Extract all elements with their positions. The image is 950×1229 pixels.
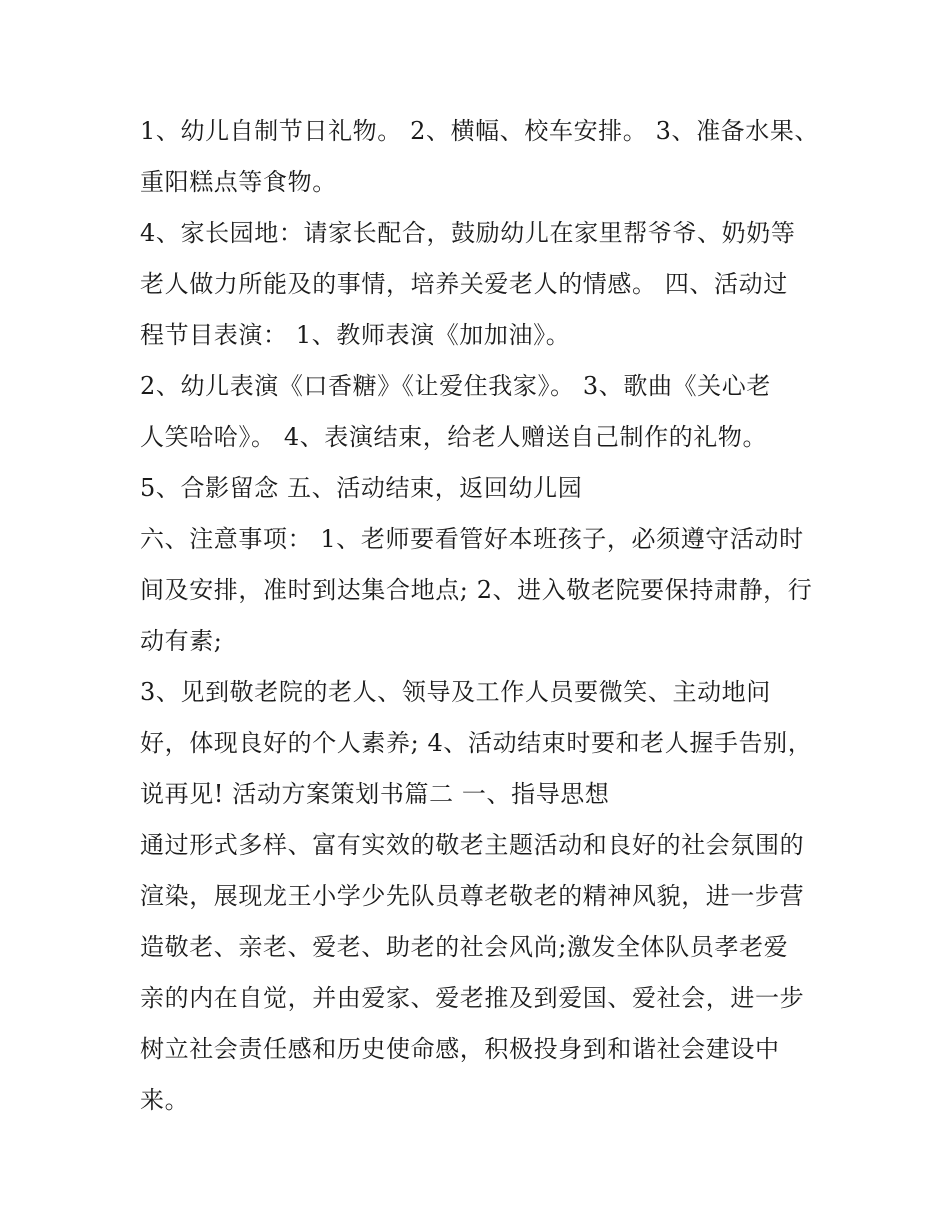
text-line: 渲染，展现龙王小学少先队员尊老敬老的精神风貌，进一步营 [140,882,805,910]
document-body [140,106,830,1126]
text-line: 树立社会责任感和历史使命感，积极投身到和谐社会建设中 [140,1035,780,1063]
text-line: 老人做力所能及的事情，培养关爱老人的情感。 四、活动过 [140,270,788,298]
text-line: 3、见到敬老院的老人、领导及工作人员要微笑、主动地问 [140,678,771,706]
text-line: 间及安排，准时到达集合地点; 2、进入敬老院要保持肃静，行 [140,576,813,604]
text-line: 六、注意事项： 1、老师要看管好本班孩子，必须遵守活动时 [140,525,804,553]
text-line: 说再见! 活动方案策划书篇二 一、指导思想 [140,780,610,808]
text-line: 程节目表演： 1、教师表演《加加油》。 [140,321,571,349]
text-line: 重阳糕点等食物。 [140,168,337,196]
text-line: 1、幼儿自制节日礼物。 2、横幅、校车安排。 3、准备水果、 [140,117,820,145]
text-line: 人笑哈哈》。 4、表演结束，给老人赠送自己制作的礼物。 [140,423,768,451]
text-line: 通过形式多样、富有实效的敬老主题活动和良好的社会氛围的 [140,831,805,859]
text-line: 来。 [140,1086,190,1114]
text-line: 2、幼儿表演《口香糖》《让爱住我家》。 3、歌曲《关心老 [140,372,771,400]
text-line: 5、合影留念 五、活动结束，返回幼儿园 [140,474,583,502]
text-line: 亲的内在自觉，并由爱家、爱老推及到爱国、爱社会，进一步 [140,984,805,1012]
text-line: 4、家长园地：请家长配合，鼓励幼儿在家里帮爷爷、奶奶等 [140,219,796,247]
text-line: 好，体现良好的个人素养; 4、活动结束时要和老人握手告别， [140,729,813,757]
text-line: 造敬老、亲老、爱老、助老的社会风尚;激发全体队员孝老爱 [140,933,789,961]
text-line: 动有素; [140,627,223,655]
